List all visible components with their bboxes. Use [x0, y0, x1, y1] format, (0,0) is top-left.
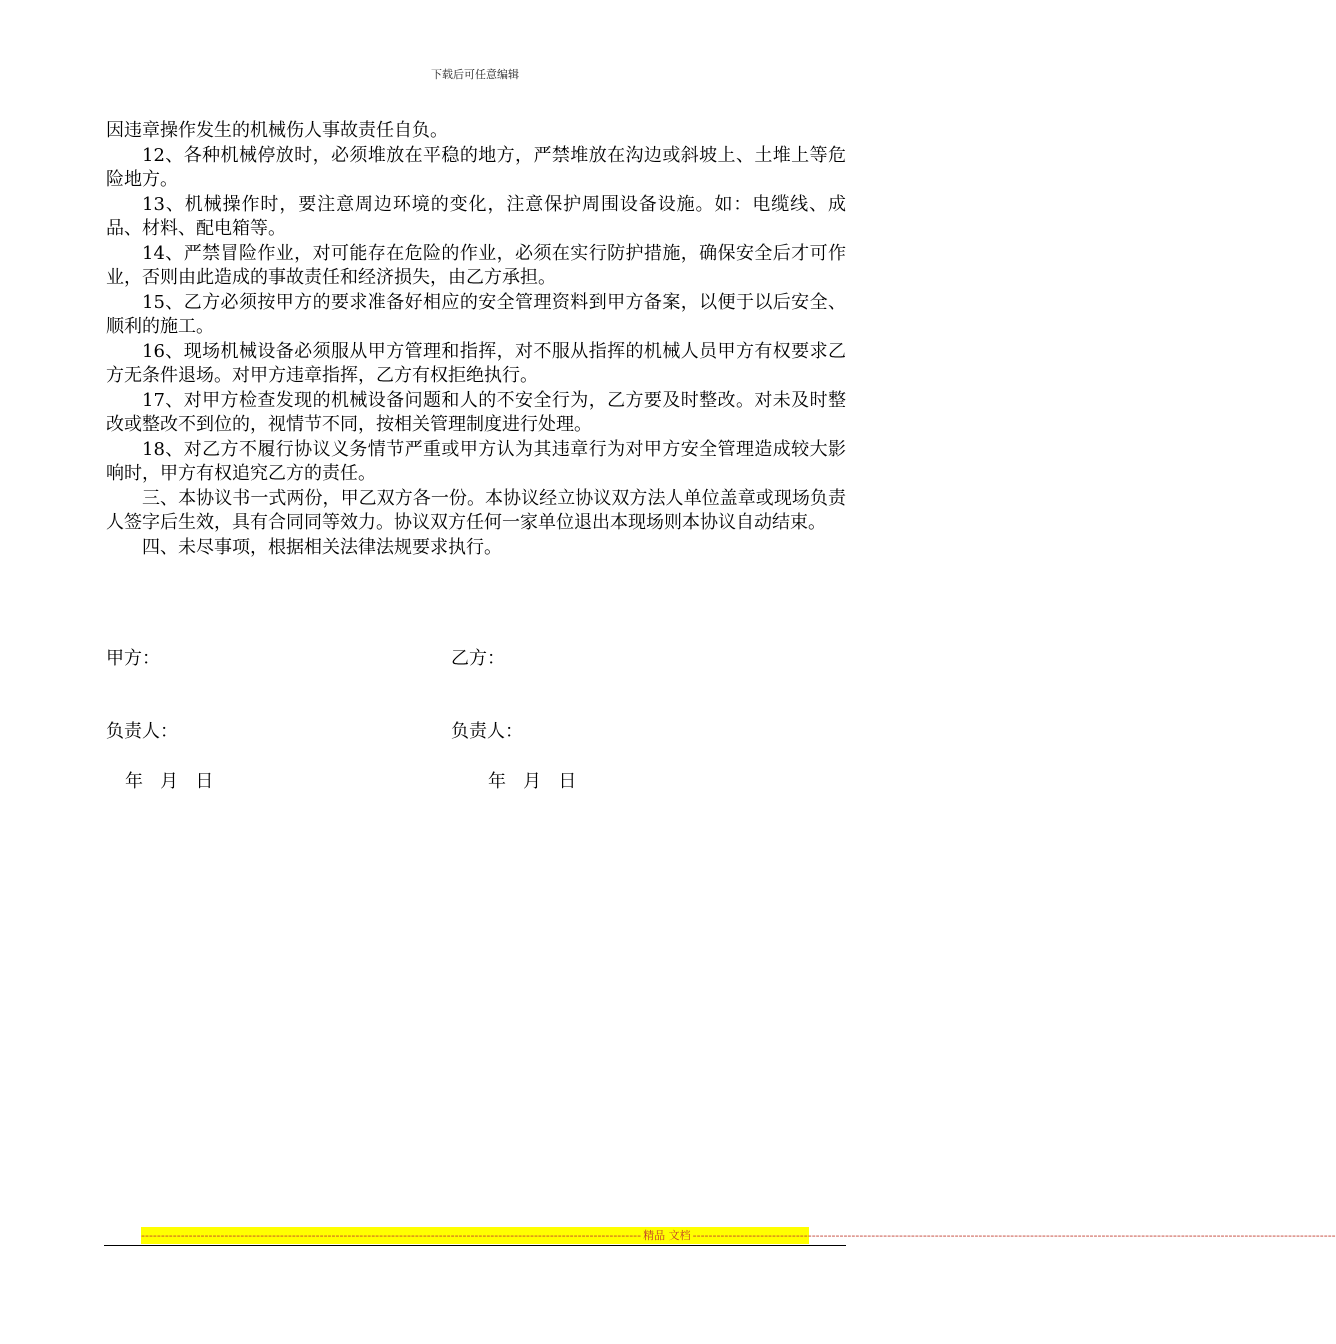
party-a-label: 甲方： [106, 648, 160, 669]
footer-dashes-right: ------------------------------------------------------------------------------------------------------------------------------------------------------------------ [692, 1229, 1336, 1242]
responsible-a-label: 负责人： [106, 721, 178, 742]
paragraph-item-14: 14、严禁冒险作业，对可能存在危险的作业，必须在实行防护措施，确保安全后才可作业，否则由此造成的事故责任和经济损失，由乙方承担。 [106, 242, 846, 288]
footer-highlight-bar [141, 1227, 1336, 1244]
paragraph-section-4: 四、未尽事项，根据相关法律法规要求执行。 [142, 536, 502, 558]
footer-rule [104, 1245, 846, 1246]
footer-label: 精品 文档 [643, 1229, 691, 1242]
party-b-label: 乙方： [451, 648, 505, 669]
footer-dashes-left: ------------------------------------------------------------------------------------------------------------------------------ [141, 1229, 642, 1242]
paragraph-item-15: 15、乙方必须按甲方的要求准备好相应的安全管理资料到甲方备案，以便于以后安全、顺利的施工。 [106, 291, 846, 337]
paragraph-item-16: 16、现场机械设备必须服从甲方管理和指挥，对不服从指挥的机械人员甲方有权要求乙方无条件退场。对甲方违章指挥，乙方有权拒绝执行。 [106, 340, 846, 386]
paragraph-item-12: 12、各种机械停放时，必须堆放在平稳的地方，严禁堆放在沟边或斜坡上、土堆上等危险地方。 [106, 144, 846, 190]
paragraph-item-18: 18、对乙方不履行协议义务情节严重或甲方认为其违章行为对甲方安全管理造成较大影响时，甲方有权追究乙方的责任。 [106, 438, 846, 484]
paragraph-continuation: 因违章操作发生的机械伤人事故责任自负。 [106, 120, 448, 141]
date-b: 年 月 日 [488, 771, 577, 792]
paragraph-item-17: 17、对甲方检查发现的机械设备问题和人的不安全行为，乙方要及时整改。对未及时整改或整改不到位的，视情节不同，按相关管理制度进行处理。 [106, 389, 846, 435]
page-header-note: 下载后可任意编辑 [431, 68, 519, 81]
paragraph-item-13: 13、机械操作时，要注意周边环境的变化，注意保护周围设备设施。如：电缆线、成品、材料、配电箱等。 [106, 193, 846, 239]
date-a: 年 月 日 [125, 771, 214, 792]
responsible-b-label: 负责人： [451, 721, 523, 742]
paragraph-section-3: 三、本协议书一式两份，甲乙双方各一份。本协议经立协议双方法人单位盖章或现场负责人签字后生效，具有合同同等效力。协议双方任何一家单位退出本现场则本协议自动结束。 [106, 487, 846, 533]
document-body [106, 119, 846, 560]
